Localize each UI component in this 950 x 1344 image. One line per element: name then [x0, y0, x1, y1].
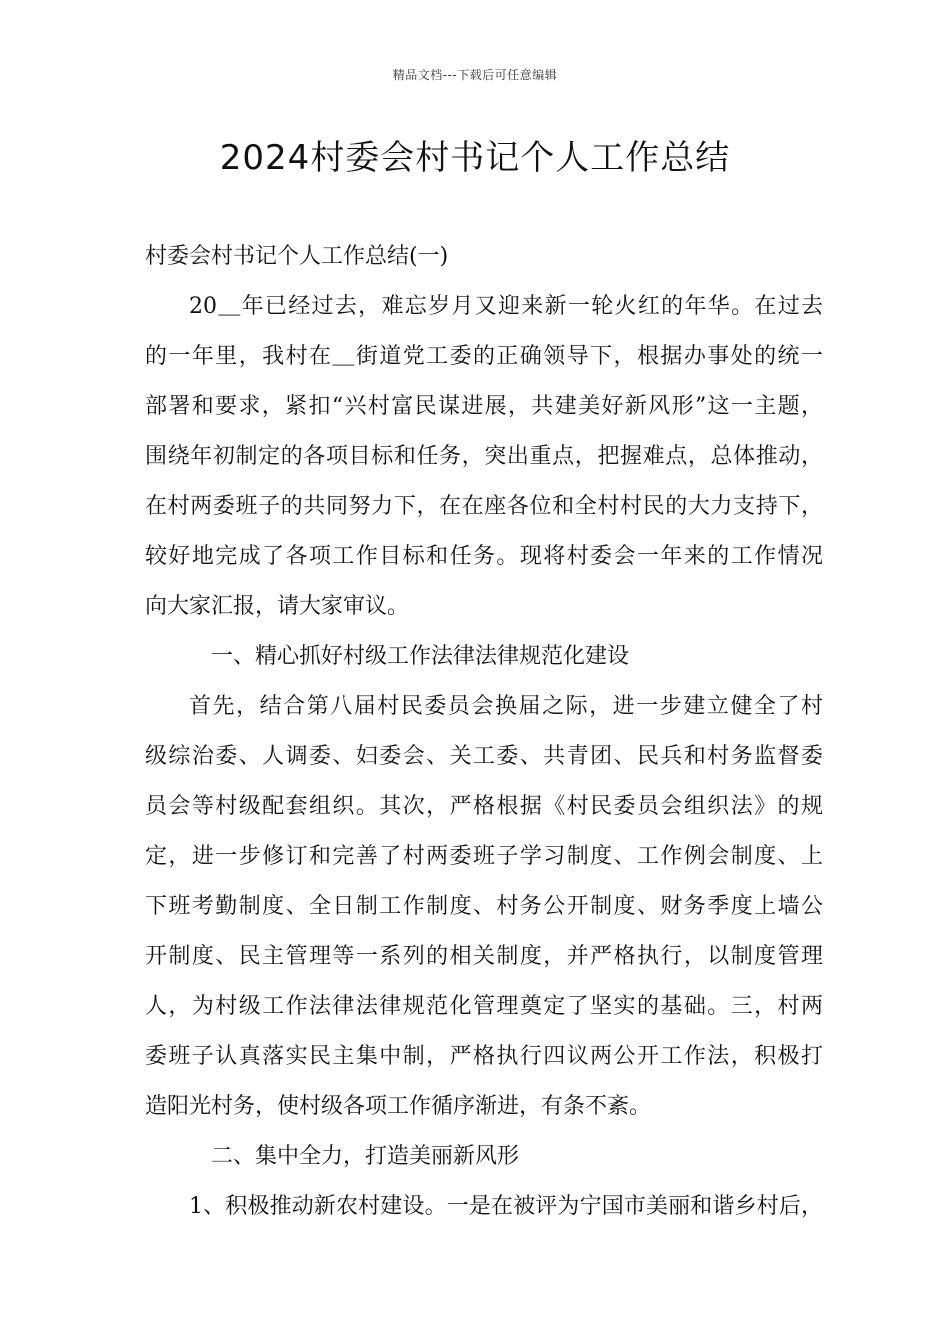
- paragraph-line: 向大家汇报，请大家审议。: [145, 594, 410, 619]
- document-title: 2024村委会村书记个人工作总结: [219, 138, 731, 178]
- paragraph-line: 造阳光村务，使村级各项工作循序渐进，有条不紊。: [145, 1094, 652, 1119]
- section-heading: 一、精心抓好村级工作法律法律规范化建设: [211, 644, 630, 669]
- paragraph-line: 员会等村级配套组织。其次，严格根据《村民委员会组织法》的规: [145, 794, 823, 819]
- paragraph-line: 定，进一步修订和完善了村两委班子学习制度、工作例会制度、上: [145, 844, 823, 869]
- paragraph-line: 首先，结合第八届村民委员会换届之际，进一步建立健全了村: [189, 694, 823, 719]
- header-note: 精品文档---下载后可任意编辑: [392, 68, 558, 82]
- paragraph-line: 级综治委、人调委、妇委会、关工委、共青团、民兵和村务监督委: [145, 744, 823, 769]
- paragraph-line: 1、积极推动新农村建设。一是在被评为宁国市美丽和谐乡村后，: [189, 1194, 823, 1219]
- paragraph-line: 委班子认真落实民主集中制，严格执行四议两公开工作法，积极打: [145, 1044, 823, 1069]
- section-subtitle: 村委会村书记个人工作总结(一): [145, 244, 449, 269]
- document-body: [145, 232, 823, 1232]
- paragraph-line: 20＿年已经过去，难忘岁月又迎来新一轮火红的年华。在过去: [189, 294, 823, 319]
- paragraph-line: 在村两委班子的共同努力下，在在座各位和全村村民的大力支持下，: [145, 494, 823, 519]
- section-heading: 二、集中全力，打造美丽新风形: [211, 1144, 520, 1169]
- paragraph-line: 围绕年初制定的各项目标和任务，突出重点，把握难点，总体推动，: [145, 444, 823, 469]
- paragraph-line: 下班考勤制度、全日制工作制度、村务公开制度、财务季度上墙公: [145, 894, 823, 919]
- paragraph-line: 开制度、民主管理等一系列的相关制度，并严格执行，以制度管理: [145, 944, 823, 969]
- paragraph-line: 部署和要求，紧扣“兴村富民谋进展，共建美好新风形”这一主题，: [145, 394, 823, 419]
- paragraph-line: 人，为村级工作法律法律规范化管理奠定了坚实的基础。三，村两: [145, 994, 823, 1019]
- paragraph-line: 较好地完成了各项工作目标和任务。现将村委会一年来的工作情况: [145, 544, 823, 569]
- paragraph-line: 的一年里，我村在＿街道党工委的正确领导下，根据办事处的统一: [145, 344, 823, 369]
